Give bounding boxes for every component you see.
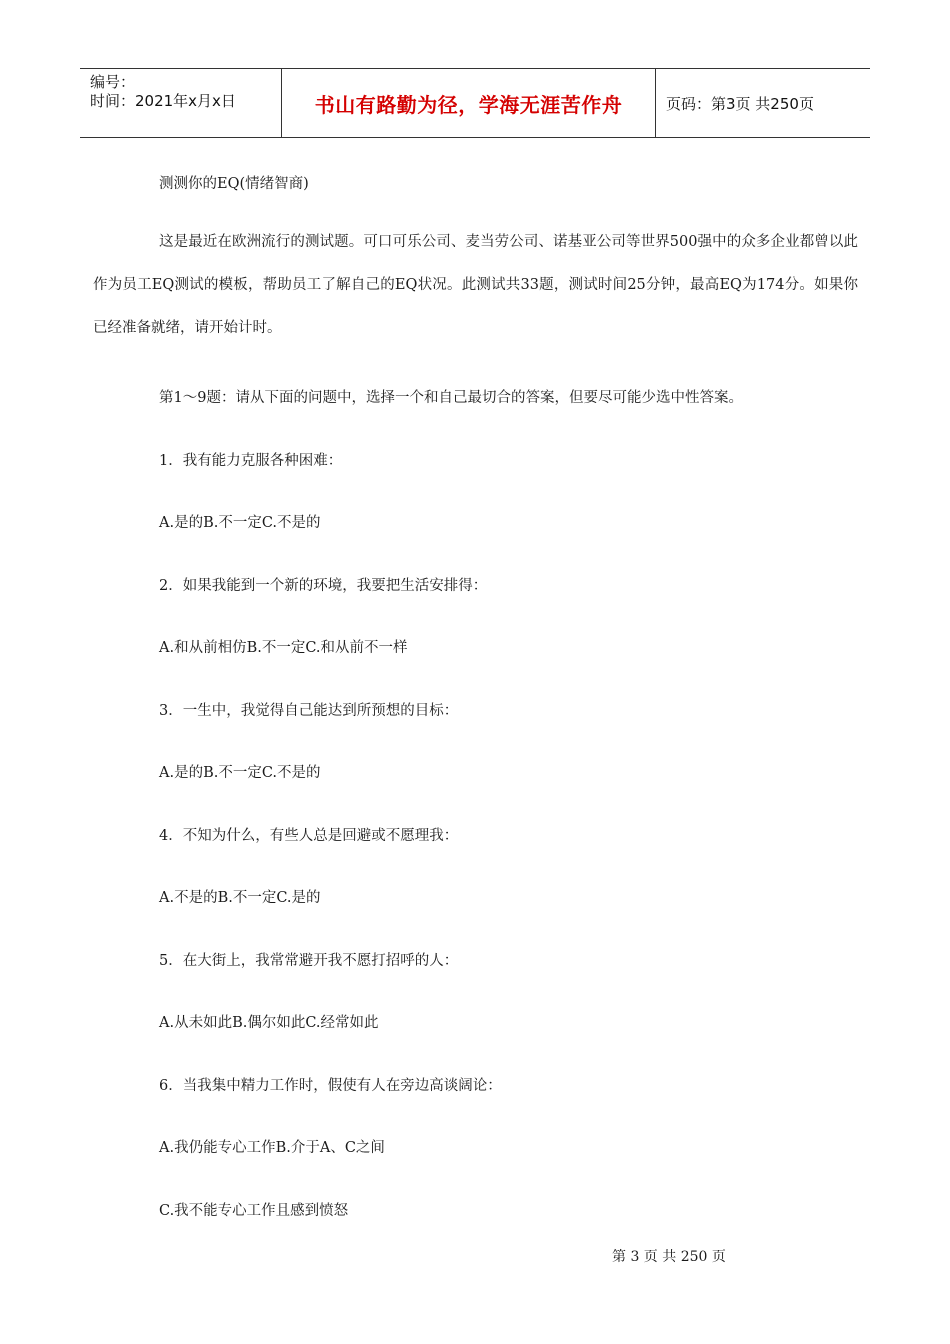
answer-6-c: C.我不能专心工作且感到愤怒 xyxy=(159,1203,349,1219)
time-label: 时间：2021年x月x日 xyxy=(90,92,236,110)
answer-5: A.从未如此B.偶尔如此C.经常如此 xyxy=(159,1015,379,1031)
question-5: 5．在大街上，我常常避开我不愿打招呼的人： xyxy=(159,953,459,969)
question-6: 6．当我集中精力工作时，假使有人在旁边高谈阔论： xyxy=(159,1078,502,1094)
question-2: 2．如果我能到一个新的环境，我要把生活安排得： xyxy=(159,578,488,594)
page-info: 页码：第3页 共250页 xyxy=(666,94,814,113)
answer-1: A.是的B.不一定C.不是的 xyxy=(159,515,321,531)
number-label: 编号： xyxy=(90,73,136,91)
answer-4: A.不是的B.不一定C.是的 xyxy=(159,890,321,906)
motto-text: 书山有路勤为径，学海无涯苦作舟 xyxy=(314,92,623,117)
header-page-cell xyxy=(656,69,870,137)
page-footer: 第 3 页 共 250 页 xyxy=(612,1249,726,1265)
answer-3: A.是的B.不一定C.不是的 xyxy=(159,765,321,781)
intro-paragraph: 这是最近在欧洲流行的测试题。可口可乐公司、麦当劳公司、诺基亚公司等世界500强中的众多企业都曾以此作为员工EQ测试的模板，帮助员工了解自己的EQ状况。此测试共33题，测试时间25分钟，最高EQ为174分。如果你已经准备就绪，请开始计时。 xyxy=(93,234,858,336)
answer-6-ab: A.我仍能专心工作B.介于A、C之间 xyxy=(159,1140,385,1156)
instructions: 第1～9题：请从下面的问题中，选择一个和自己最切合的答案，但要尽可能少选中性答案。 xyxy=(159,390,743,406)
header-meta-cell xyxy=(80,69,282,137)
document-title: 测测你的EQ(情绪智商) xyxy=(159,176,309,192)
answer-2: A.和从前相仿B.不一定C.和从前不一样 xyxy=(159,640,408,656)
question-3: 3．一生中，我觉得自己能达到所预想的目标： xyxy=(159,703,459,719)
question-4: 4．不知为什么，有些人总是回避或不愿理我： xyxy=(159,828,459,844)
header-motto-cell xyxy=(282,69,656,137)
question-1: 1．我有能力克服各种困难： xyxy=(159,453,343,469)
page-header xyxy=(80,68,870,138)
